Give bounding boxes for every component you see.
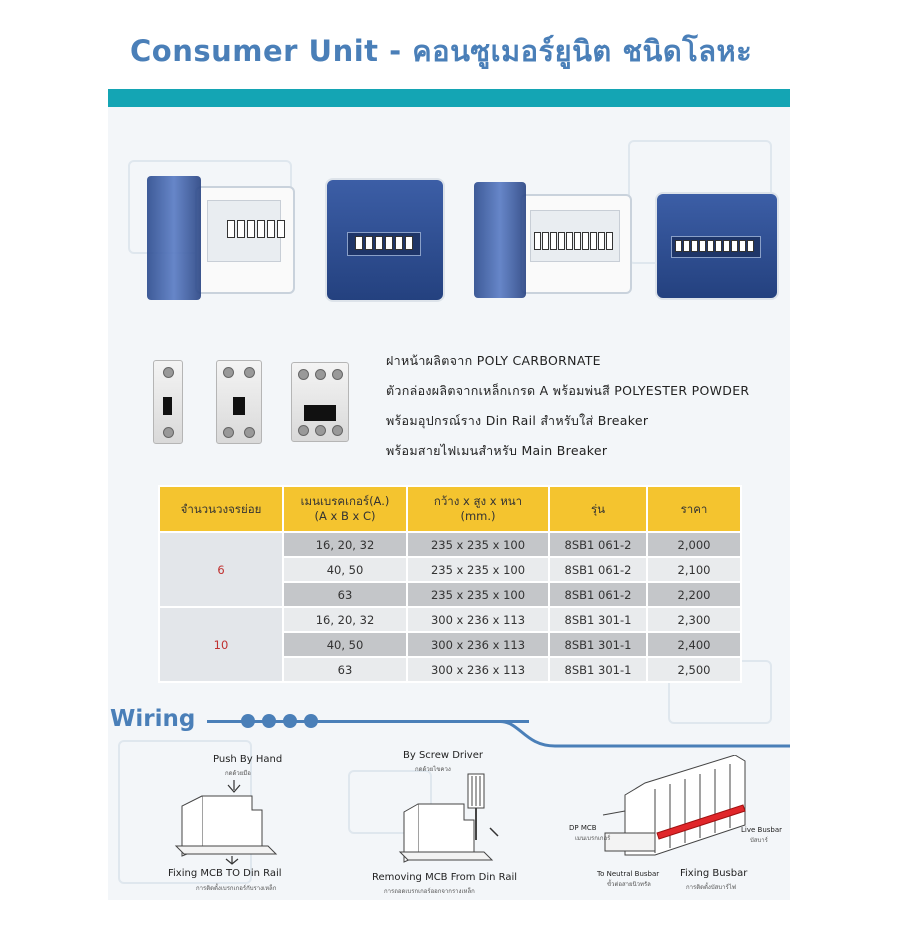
mcb-1-pole-image	[153, 360, 183, 444]
page-title: Consumer Unit - คอนซูเมอร์ยูนิต ชนิดโลหะ	[130, 34, 753, 68]
consumer-unit-6-open-image	[145, 172, 295, 302]
title-underline-bar	[108, 89, 790, 107]
model-cell: 8SB1 301-1	[549, 657, 647, 682]
mcb-3-pole-image	[291, 362, 349, 442]
price-table	[158, 485, 742, 683]
model-cell: 8SB1 061-2	[549, 557, 647, 582]
live-busbar-label: Live Busbar	[741, 826, 783, 834]
consumer-unit-10-open-image	[472, 180, 632, 300]
mcb-2-pole-image	[216, 360, 262, 444]
consumer-unit-6-closed-image	[325, 178, 445, 302]
diagram1-top-sub: กดด้วยมือ	[225, 770, 251, 777]
diagram2-bottom-sub: การถอดเบรกเกอร์ออกจากรางเหล็ก	[384, 888, 475, 895]
divider-dot	[262, 714, 276, 728]
price-cell: 2,400	[647, 632, 741, 657]
breaker-cell: 40, 50	[283, 632, 407, 657]
divider-dot	[283, 714, 297, 728]
header-size: กว้าง x สูง x หนา (mm.)	[407, 486, 549, 532]
model-cell: 8SB1 301-1	[549, 632, 647, 657]
circuits-cell: 10	[159, 607, 283, 682]
diagram2-top-label: By Screw Driver	[403, 750, 483, 761]
dp-mcb-sub: เมนเบรกเกอร์	[575, 835, 611, 842]
diagram2-bottom-label: Removing MCB From Din Rail	[372, 872, 518, 883]
size-cell: 300 x 236 x 113	[407, 632, 549, 657]
model-cell: 8SB1 061-2	[549, 582, 647, 607]
mcb-from-din-rail-drawing	[398, 770, 508, 870]
table-row	[159, 532, 741, 557]
diagram2-top-sub: กดด้วยไขควง	[415, 766, 451, 773]
price-cell: 2,300	[647, 607, 741, 632]
neutral-busbar-sub: ขั้วต่อสายนิวทรัล	[607, 881, 651, 888]
wiring-divider-curve	[500, 720, 790, 750]
size-cell: 300 x 236 x 113	[407, 607, 549, 632]
price-cell: 2,100	[647, 557, 741, 582]
price-cell: 2,500	[647, 657, 741, 682]
diagram1-bottom-sub: การติดตั้งเบรกเกอร์กับรางเหล็ก	[196, 885, 277, 892]
consumer-unit-10-closed-image	[655, 192, 779, 300]
header-price: ราคา	[647, 486, 741, 532]
header-model: รุ่น	[549, 486, 647, 532]
diagram3-bottom-label: Fixing Busbar	[680, 868, 748, 879]
feature-item: พร้อมสายไฟเมนสำหรับ Main Breaker	[386, 443, 608, 458]
model-cell: 8SB1 061-2	[549, 532, 647, 557]
header-circuits: จำนวนวงจรย่อย	[159, 486, 283, 532]
size-cell: 235 x 235 x 100	[407, 532, 549, 557]
divider-dot	[304, 714, 318, 728]
table-header-row	[159, 486, 741, 532]
breaker-cell: 63	[283, 582, 407, 607]
diagram1-bottom-label: Fixing MCB TO Din Rail	[168, 868, 282, 879]
price-cell: 2,000	[647, 532, 741, 557]
diagram3-bottom-sub: การติดตั้งบัสบาร์ไฟ	[686, 884, 736, 891]
mcb-to-din-rail-drawing	[172, 776, 282, 868]
feature-item: ตัวกล่องผลิตจากเหล็กเกรด A พร้อมพ่นสี POLYESTER POWDER	[386, 383, 750, 398]
divider-dot	[241, 714, 255, 728]
live-busbar-sub: บัสบาร์	[750, 837, 768, 844]
size-cell: 235 x 235 x 100	[407, 582, 549, 607]
neutral-busbar-label: To Neutral Busbar	[597, 870, 660, 878]
breaker-cell: 16, 20, 32	[283, 532, 407, 557]
size-cell: 235 x 235 x 100	[407, 557, 549, 582]
table-row	[159, 607, 741, 632]
circuits-cell: 6	[159, 532, 283, 607]
header-main-breaker: เมนเบรคเกอร์(A.) (A x B x C)	[283, 486, 407, 532]
diagram1-top-label: Push By Hand	[213, 754, 283, 765]
feature-item: พร้อมอุปกรณ์ราง Din Rail สำหรับใส่ Breaker	[386, 413, 649, 428]
feature-item: ฝาหน้าผลิตจาก POLY CARBORNATE	[386, 353, 601, 368]
breaker-cell: 40, 50	[283, 557, 407, 582]
wiring-divider-line	[207, 720, 529, 723]
busbar-assembly-drawing	[595, 755, 755, 867]
price-cell: 2,200	[647, 582, 741, 607]
feature-list	[386, 346, 749, 466]
size-cell: 300 x 236 x 113	[407, 657, 549, 682]
wiring-title: Wiring	[110, 706, 196, 732]
breaker-cell: 63	[283, 657, 407, 682]
model-cell: 8SB1 301-1	[549, 607, 647, 632]
dp-mcb-label: DP MCB	[569, 824, 597, 832]
breaker-cell: 16, 20, 32	[283, 607, 407, 632]
